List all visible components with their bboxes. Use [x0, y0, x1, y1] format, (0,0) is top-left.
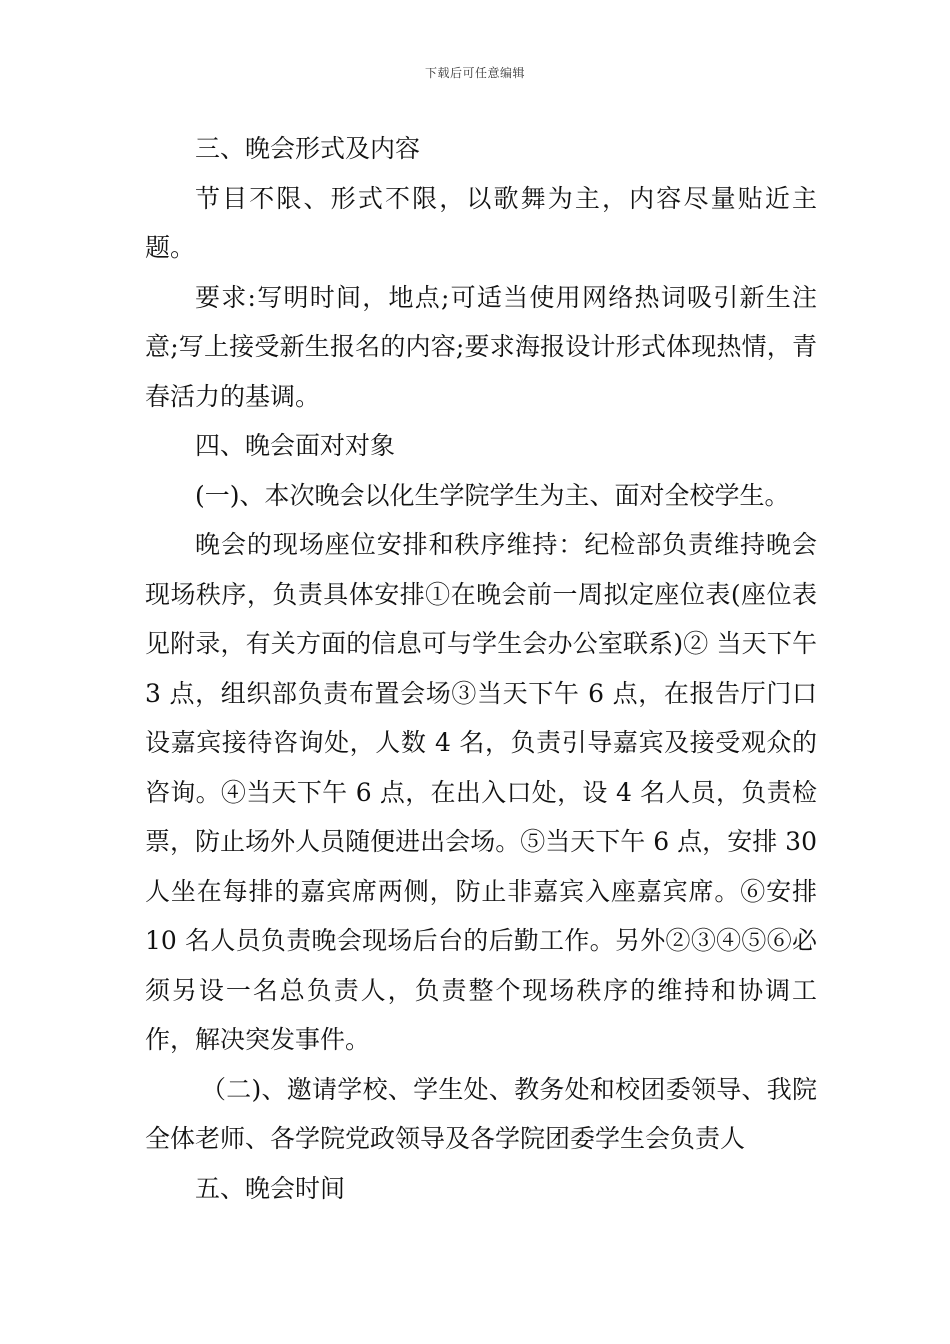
page-header: 下载后可任意编辑	[424, 66, 525, 80]
paragraph-audience-two: （二)、邀请学校、学生处、教务处和校团委领导、我院全体老师、各学院党政领导及各学院团委学生会负责人	[145, 1074, 817, 1153]
paragraph-audience-one: (一)、本次晚会以化生学院学生为主、面对全校学生。	[195, 480, 790, 510]
paragraph-seating-order: 晚会的现场座位安排和秩序维持：纪检部负责维持晚会现场秩序，负责具体安排①在晚会前一周拟定座位表(座位表见附录，有关方面的信息可与学生会办公室联系)② 当天下午 3 点，组织部负责布置会场③当天下午 6 点，在报告厅门口设嘉宾接待咨询处，人数 4 名，负责引导嘉宾及接受观众的咨询。④当天下午 6 点，在出入口处，设 4 名人员，负责检票，防止场外人员随便进出会场。⑤当天下午 6 点，安排 30 人坐在每排的嘉宾席两侧，防止非嘉宾入座嘉宾席。⑥安排 10 名人员负责晚会现场后台的后勤工作。另外②③④⑤⑥必须另设一名总负责人，负责整个现场秩序的维持和协调工作，解决突发事件。	[145, 530, 817, 1054]
paragraph-requirements: 要求:写明时间，地点;可适当使用网络热词吸引新生注意;写上接受新生报名的内容;要求海报设计形式体现热情，青春活力的基调。	[145, 282, 817, 411]
paragraph-program: 节目不限、形式不限，以歌舞为主，内容尽量贴近主题。	[145, 183, 817, 262]
section-heading-audience: 四、晚会面对对象	[195, 431, 396, 460]
section-heading-time: 五、晚会时间	[195, 1173, 346, 1203]
section-heading-form-content: 三、晚会形式及内容	[195, 134, 421, 163]
document-body	[145, 124, 817, 1213]
